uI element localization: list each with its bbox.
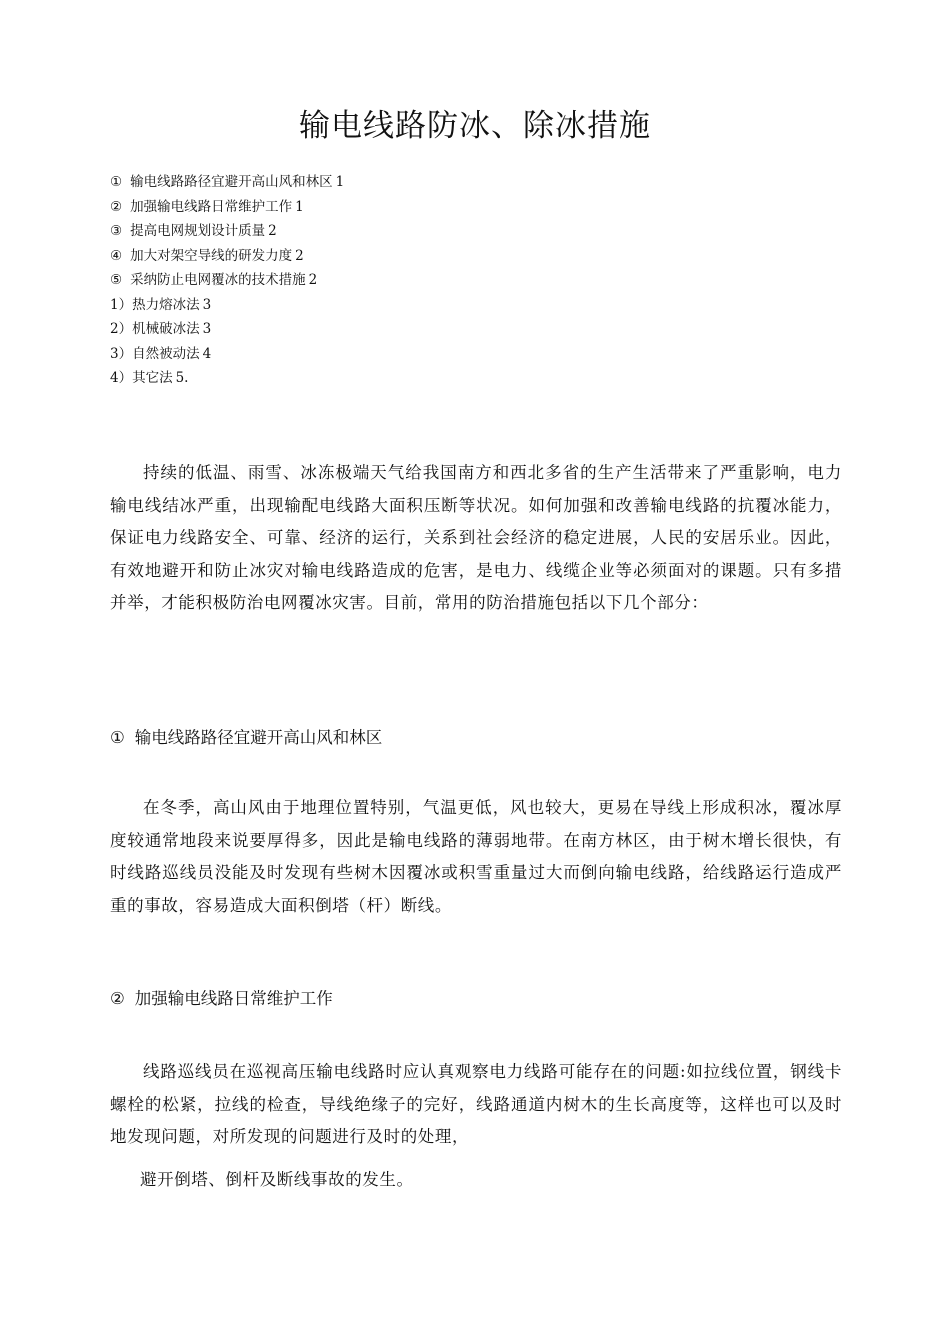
toc-item: ④ 加大对架空导线的研发力度 2 (110, 247, 304, 264)
toc-item: ③ 提高电网规划设计质量 2 (110, 223, 277, 239)
toc-item: 4）其它法 5. (110, 370, 189, 386)
section-heading-2: ② 加强输电线路日常维护工作 (110, 989, 333, 1008)
toc-item: 1）热力熔冰法 3 (110, 296, 212, 313)
section-2-tail-line: 避开倒塔、倒杆及断线事故的发生。 (140, 1170, 414, 1189)
toc-item: ② 加强输电线路日常维护工作 1 (110, 198, 304, 215)
toc-item: ⑤ 采纳防止电网覆冰的技术措施 2 (110, 272, 318, 288)
section-1-paragraph: 在冬季，高山风由于地理位置特别，气温更低，风也较大，更易在导线上形成积冰，覆冰厚度较通常地段来说要厚得多，因此是输电线路的薄弱地带。在南方林区，由于树木增长很快，有时线路巡线员没能及时发现有些树木因覆冰或积雪重量过大而倒向输电线路，给线路运行造成严重的事故，容易造成大面积倒塔（杆）断线。 (110, 798, 842, 915)
toc-item: 3）自然被动法 4 (110, 345, 212, 362)
table-of-contents (110, 170, 344, 391)
section-2-paragraph: 线路巡线员在巡视高压输电线路时应认真观察电力线路可能存在的问题:如拉线位置，钢线卡螺栓的松紧，拉线的检查，导线绝缘子的完好，线路通道内树木的生长高度等，这样也可以及时地发现问题，对所发现的问题进行及时的处理， (110, 1062, 842, 1146)
toc-item: ① 输电线路路径宜避开高山风和林区 1 (110, 174, 345, 190)
document-title: 输电线路防冰、除冰措施 (299, 108, 651, 144)
section-heading-1: ① 输电线路路径宜避开高山风和林区 (110, 728, 383, 747)
intro-paragraph: 持续的低温、雨雪、冰冻极端天气给我国南方和西北多省的生产生活带来了严重影响，电力输电线结冰严重，出现输配电线路大面积压断等状况。如何加强和改善输电线路的抗覆冰能力，保证电力线路安全、可靠、经济的运行，关系到社会经济的稳定进展，人民的安居乐业。因此，有效地避开和防止冰灾对输电线路造成的危害，是电力、线缆企业等必须面对的课题。只有多措并举，才能积极防治电网覆冰灾害。目前，常用的防治措施包括以下几个部分： (110, 463, 842, 612)
toc-item: 2）机械破冰法 3 (110, 321, 212, 337)
